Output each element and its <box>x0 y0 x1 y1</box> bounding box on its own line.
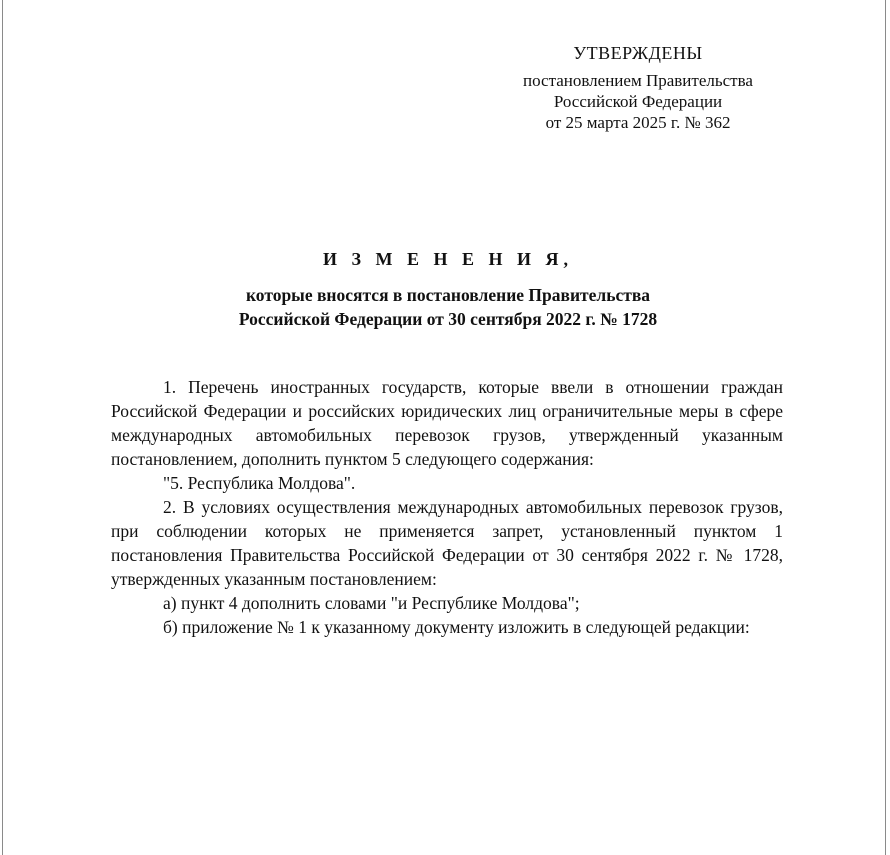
approval-line-3: от 25 марта 2025 г. № 362 <box>545 113 731 132</box>
paragraph-5: б) приложение № 1 к указанному документу изложить в следующей редакции: <box>163 617 750 637</box>
paragraph-1: 1. Перечень иностранных государств, которые ввели в отношении граждан Российской Федерации и российских юридических лиц ограничительные меры в сфере международных автомобильных перевозок грузов, утвержденный указанным постановлением, дополнить пунктом 5 следующего содержания: <box>111 377 783 469</box>
document-subtitle <box>103 283 793 331</box>
document-body <box>111 375 783 639</box>
approval-stamp <box>473 42 803 133</box>
paragraph-2: "5. Республика Молдова". <box>163 473 356 493</box>
subtitle-line-2: Российской Федерации от 30 сентября 2022 г. № 1728 <box>238 309 658 329</box>
subtitle-line-1: которые вносятся в постановление Правительства <box>245 285 651 305</box>
paragraph-3: 2. В условиях осуществления международных автомобильных перевозок грузов, при соблюдении которых не применяется запрет, установленный пунктом 1 постановления Правительства Российской Федерации от 30 сентября 2022 г. № 1728, утвержденных указанным постановлением: <box>111 497 783 589</box>
approval-line-2: Российской Федерации <box>553 92 723 111</box>
document-title: И З М Е Н Е Н И Я, <box>322 249 573 269</box>
document-page <box>2 0 886 855</box>
approval-line-1: постановлением Правительства <box>523 71 753 90</box>
approval-heading: УТВЕРЖДЕНЫ <box>573 43 703 63</box>
paragraph-4: а) пункт 4 дополнить словами "и Республике Молдова"; <box>163 593 580 613</box>
